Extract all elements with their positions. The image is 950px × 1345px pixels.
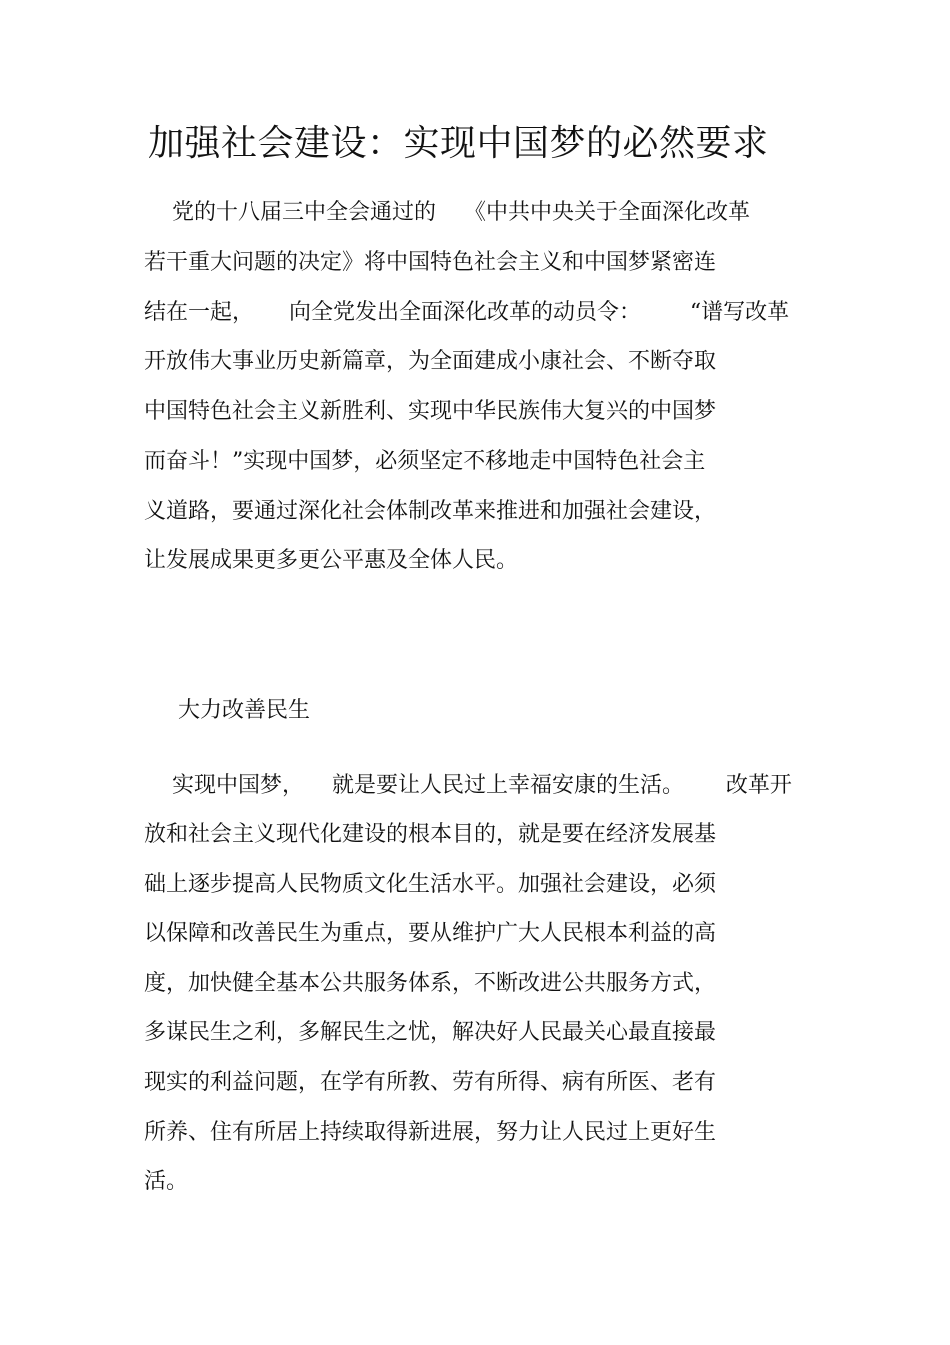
paragraph-line: 结在一起， 向全党发出全面深化改革的动员令： “谱写改革 [144, 300, 790, 325]
paragraph-line: 所养、住有所居上持续取得新进展，努力让人民过上更好生 [144, 1120, 717, 1145]
paragraph-line: 开放伟大事业历史新篇章，为全面建成小康社会、不断夺取 [144, 349, 717, 374]
paragraph-line: 多谋民生之利，多解民生之忧，解决好人民最关心最直接最 [144, 1020, 717, 1045]
paragraph-line: 中国特色社会主义新胜利、实现中华民族伟大复兴的中国梦 [144, 399, 717, 424]
paragraph-line: 活。 [144, 1169, 189, 1194]
paragraph-line: 现实的利益问题，在学有所教、劳有所得、病有所医、老有 [144, 1070, 717, 1095]
paragraph-line: 实现中国梦， 就是要让人民过上幸福安康的生活。 改革开 [144, 773, 792, 798]
paragraph-line: 党的十八届三中全会通过的 《中共中央关于全面深化改革 [144, 200, 750, 225]
paragraph-line: 度，加快健全基本公共服务体系，不断改进公共服务方式， [144, 971, 717, 996]
paragraph-line: 让发展成果更多更公平惠及全体人民。 [144, 548, 519, 573]
section-heading: 大力改善民生 [178, 698, 311, 723]
paragraph-line: 础上逐步提高人民物质文化生活水平。加强社会建设，必须 [144, 872, 717, 897]
paragraph-line: 放和社会主义现代化建设的根本目的，就是要在经济发展基 [144, 822, 717, 847]
paragraph-line: 以保障和改善民生为重点，要从维护广大人民根本利益的高 [144, 921, 717, 946]
paragraph-line: 义道路，要通过深化社会体制改革来推进和加强社会建设， [144, 499, 717, 524]
document-title: 加强社会建设：实现中国梦的必然要求 [148, 123, 769, 164]
paragraph-line: 若干重大问题的决定》将中国特色社会主义和中国梦紧密连 [144, 250, 717, 275]
paragraph-line: 而奋斗！”实现中国梦，必须坚定不移地走中国特色社会主 [144, 449, 706, 474]
